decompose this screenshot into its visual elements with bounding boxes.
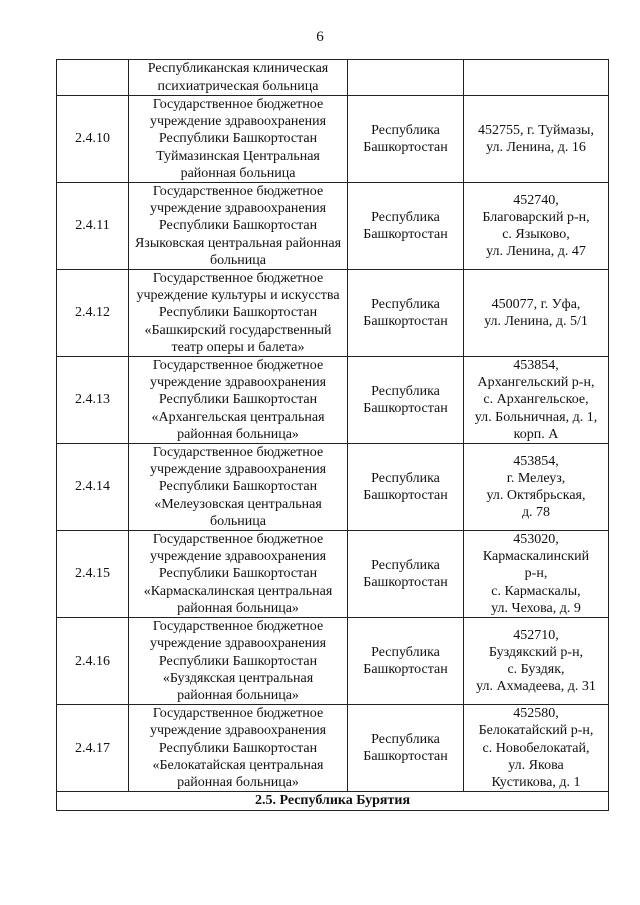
address: 453854, г. Мелеуз, ул. Октябрьская, д. 78 [464,444,609,531]
row-number: 2.4.10 [57,96,129,183]
organization-name: Государственное бюджетное учреждение здравоохранения Республики Башкортостан «Кармаскалинская центральная районная больница» [129,531,348,618]
address [464,60,609,96]
table-row [57,96,609,183]
organization-name: Государственное бюджетное учреждение здравоохранения Республики Башкортостан «Архангельская центральная районная больница» [129,357,348,444]
region: Республика Башкортостан [348,96,464,183]
region: Республика Башкортостан [348,705,464,792]
region: Республика Башкортостан [348,270,464,357]
table-row [57,60,609,96]
organization-name: Государственное бюджетное учреждение здравоохранения Республики Башкортостан «Мелеузовская центральная больница [129,444,348,531]
row-number: 2.4.14 [57,444,129,531]
organization-name: Государственное бюджетное учреждение здравоохранения Республики Башкортостан «Белокатайская центральная районная больница» [129,705,348,792]
organization-name: Государственное бюджетное учреждение здравоохранения Республики Башкортостан «Буздякская центральная районная больница» [129,618,348,705]
section-title: 2.5. Республика Бурятия [57,792,609,811]
section-header-row [57,792,609,811]
row-number: 2.4.16 [57,618,129,705]
table-row [57,270,609,357]
organizations-table [56,59,609,811]
row-number: 2.4.17 [57,705,129,792]
address: 452580, Белокатайский р-н, с. Новобелокатай, ул. Якова Кустикова, д. 1 [464,705,609,792]
row-number: 2.4.15 [57,531,129,618]
row-number: 2.4.11 [57,183,129,270]
row-number [57,60,129,96]
row-number: 2.4.13 [57,357,129,444]
table-row [57,531,609,618]
region: Республика Башкортостан [348,183,464,270]
address: 452740, Благоварский р-н, с. Языково, ул. Ленина, д. 47 [464,183,609,270]
table-row [57,357,609,444]
address: 450077, г. Уфа, ул. Ленина, д. 5/1 [464,270,609,357]
region: Республика Башкортостан [348,444,464,531]
organization-name: Государственное бюджетное учреждение здравоохранения Республики Башкортостан Языковская центральная районная больница [129,183,348,270]
table-row [57,705,609,792]
table-row [57,618,609,705]
address: 453020, Кармаскалинский р-н, с. Кармаскалы, ул. Чехова, д. 9 [464,531,609,618]
organization-name: Государственное бюджетное учреждение здравоохранения Республики Башкортостан Туймазинская Центральная районная больница [129,96,348,183]
organization-name: Государственное бюджетное учреждение культуры и искусства Республики Башкортостан «Башкирский государственный театр оперы и балета» [129,270,348,357]
region: Республика Башкортостан [348,618,464,705]
region [348,60,464,96]
page-number: 6 [316,29,324,45]
region: Республика Башкортостан [348,531,464,618]
table-row [57,183,609,270]
region: Республика Башкортостан [348,357,464,444]
address: 452755, г. Туймазы, ул. Ленина, д. 16 [464,96,609,183]
row-number: 2.4.12 [57,270,129,357]
address: 452710, Буздякский р-н, с. Буздяк, ул. Ахмадеева, д. 31 [464,618,609,705]
table-row [57,444,609,531]
organization-name: Республиканская клиническая психиатрическая больница [129,60,348,96]
address: 453854, Архангельский р-н, с. Архангельское, ул. Больничная, д. 1, корп. А [464,357,609,444]
